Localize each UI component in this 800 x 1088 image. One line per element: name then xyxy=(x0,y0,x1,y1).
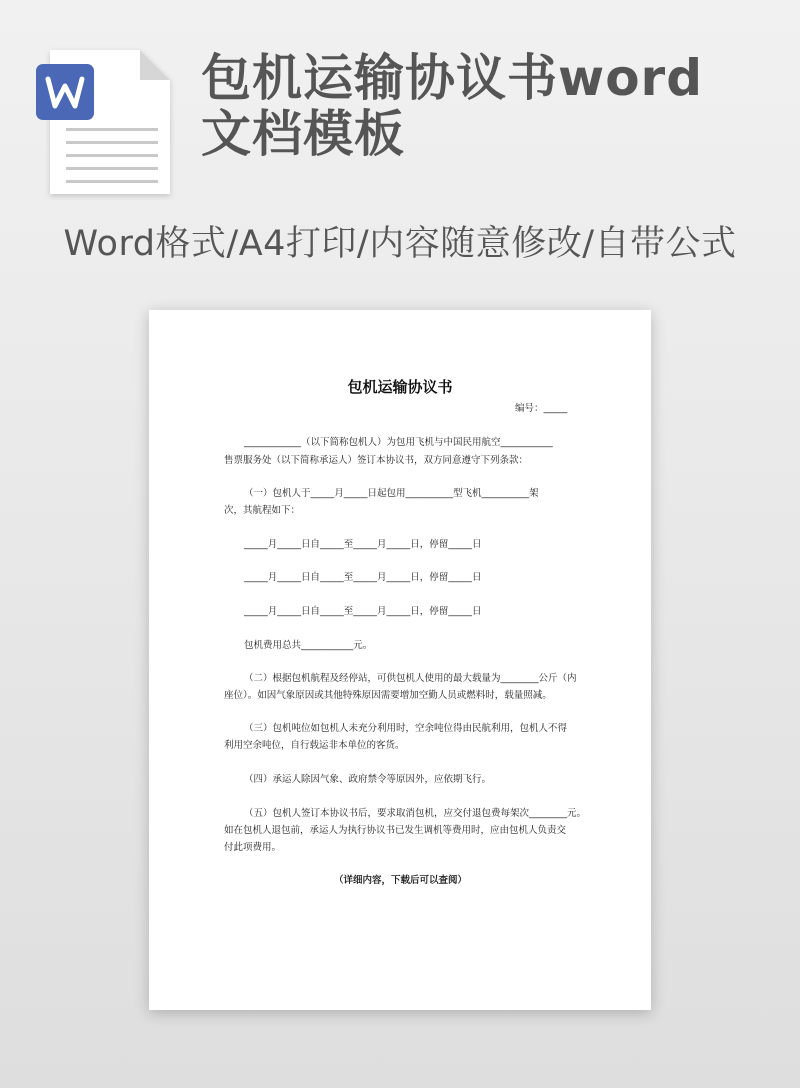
route-row: _____月_____日自_____至_____月_____日，停留_____日 xyxy=(244,539,482,550)
subtitle: Word格式/A4打印/内容随意修改/自带公式 xyxy=(63,224,737,264)
page-title xyxy=(201,50,781,162)
fee-line: 包机费用总共___________元。 xyxy=(244,640,373,651)
clause-5-line-3: 付此项费用。 xyxy=(224,842,282,853)
clause-1-line-2: 次，其航程如下： xyxy=(224,505,301,516)
clause-5-line-2: 如在包机人退包前，承运人为执行协议书已发生调机等费用时，应由包机人负责交 xyxy=(224,825,567,836)
route-row: _____月_____日自_____至_____月_____日，停留_____日 xyxy=(244,606,482,617)
intro-line-2: 售票服务处（以下简称承运人）签订本协议书，双方同意遵守下列条款： xyxy=(224,455,529,466)
clause-4-line-1: （四）承运人除因气象、政府禁令等原因外，应依期飞行。 xyxy=(244,774,492,785)
clause-3-line-2: 利用空余吨位，自行载运非本单位的客货。 xyxy=(224,740,405,751)
clause-1-line-1: （一）包机人于_____月_____日起包用__________型飞机__________架 xyxy=(244,488,539,499)
clause-3-line-1: （三）包机吨位如包机人未充分利用时，空余吨位得由民航利用，包机人不得 xyxy=(244,723,568,734)
download-notice: （详细内容，下载后可以查阅） xyxy=(334,875,468,886)
clause-2-line-2: 座位）。如因气象原因或其他特殊原因需要增加空勤人员或燃料时，载量照减。 xyxy=(224,690,552,701)
clause-2-line-1: （二）根据包机航程及经停站，可供包机人使用的最大载量为________公斤（内 xyxy=(244,673,577,684)
title-line-2: 文档模板 xyxy=(201,105,405,163)
document-preview xyxy=(149,310,651,1010)
title-line-1: 包机运输协议书word xyxy=(201,49,703,107)
document-title: 包机运输协议书 xyxy=(347,378,453,396)
intro-line-1: ____________（以下简称包机人）为包用飞机与中国民用航空___________ xyxy=(244,437,553,448)
clause-5-line-1: （五）包机人签订本协议书后，要求取消包机，应交付退包费每架次________元。 xyxy=(244,808,587,819)
word-file-icon xyxy=(36,44,176,200)
route-row: _____月_____日自_____至_____月_____日，停留_____日 xyxy=(244,572,482,583)
document-number: 编号：_____ xyxy=(515,403,568,414)
